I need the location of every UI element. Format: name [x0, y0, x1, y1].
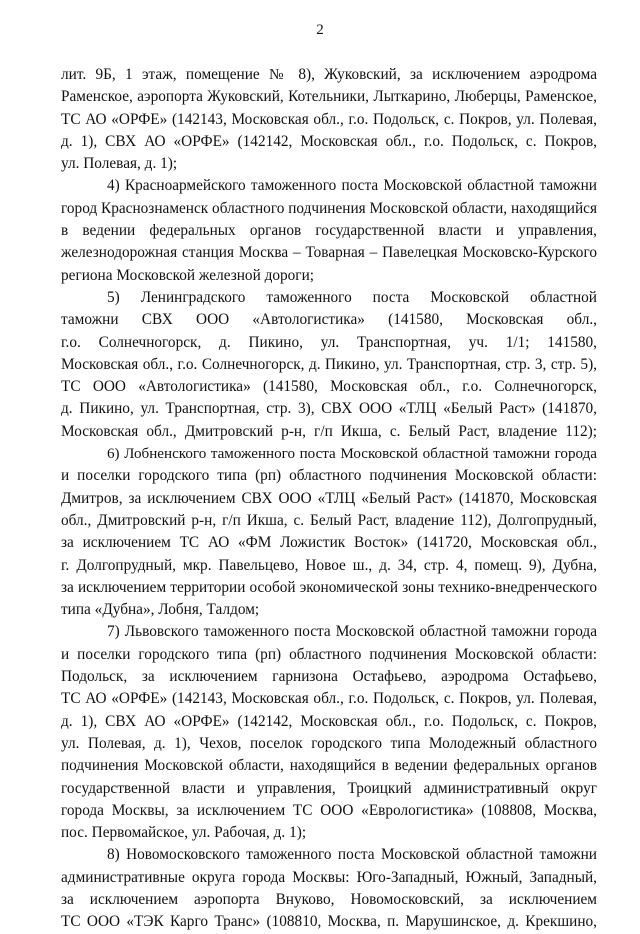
text-line: 5) Ленинградского таможенного поста Московской областной: [107, 288, 597, 306]
text-line: ТС АО «ОРФЕ» (142143, Московская обл., г.о. Подольск, с. Покров, ул. Полевая,: [61, 690, 597, 708]
text-line: и поселки городского типа (рп) областного подчинения Московской области:: [61, 645, 597, 663]
text-line: д. 1), СВХ АО «ОРФЕ» (142142, Московская обл., г.о. Подольск, с. Покров,: [61, 712, 597, 730]
text-line: таможни СВХ ООО «Автологистика» (141580, Московская обл.,: [61, 311, 597, 329]
text-line: обл., Дмитровский р-н, г/п Икша, с. Белый Раст, владение 112), Долгопрудный,: [61, 511, 597, 529]
text-line: административные округа города Москвы: Юго-Западный, Южный, Западный,: [61, 868, 597, 886]
text-line: в ведении федеральных органов государственной власти и управления,: [61, 222, 597, 240]
text-line: 8) Новомосковского таможенного поста Московской областной таможни: [107, 846, 597, 864]
text-line: Подольск, за исключением гарнизона Остафьево, аэродрома Остафьево,: [61, 668, 597, 686]
page-number: 2: [316, 22, 324, 38]
text-line: Раменское, аэропорта Жуковский, Котельники, Лыткарино, Люберцы, Раменское,: [61, 88, 597, 106]
text-line: лит. 9Б, 1 этаж, помещение № 8), Жуковский, за исключением аэродрома: [61, 66, 597, 83]
document-body: [61, 64, 597, 934]
text-line: ул. Полевая, д. 1);: [61, 155, 178, 173]
paragraph-item-4: [61, 175, 597, 286]
text-line: г. Долгопрудный, мкр. Павельцево, Новое ш., д. 34, стр. 4, помещ. 9), Дубна,: [61, 556, 597, 574]
text-line: д. 1), СВХ АО «ОРФЕ» (142142, Московская обл., г.о. Подольск, с. Покров,: [61, 132, 597, 150]
text-line: государственной власти и управления, Троицкий административный округ: [61, 779, 597, 797]
paragraph-cont: [61, 64, 597, 175]
text-line: 7) Львовского таможенного поста Московской областной таможни города: [107, 623, 597, 641]
text-line: Дмитров, за исключением СВХ ООО «ТЛЦ «Белый Раст» (141870, Московская: [61, 489, 597, 507]
paragraph-item-5: [61, 287, 597, 443]
text-line: ТС ООО «Автологистика» (141580, Московская обл., г.о. Солнечногорск,: [61, 378, 597, 396]
text-line: региона Московской железной дороги;: [61, 266, 315, 284]
text-line: города Москвы, за исключением ТС ООО «Еврологистика» (108808, Москва,: [61, 801, 597, 819]
text-line: типа «Дубна», Лобня, Талдом;: [61, 601, 260, 619]
paragraph-item-8: [61, 844, 597, 933]
text-line: город Краснознаменск областного подчинения Московской области, находящийся: [61, 199, 597, 217]
text-line: 4) Красноармейского таможенного поста Московской областной таможни: [107, 177, 597, 195]
text-line: ТС ООО «ТЭК Карго Транс» (108810, Москва, п. Марушинское, д. Крекшино,: [61, 913, 597, 931]
text-line: 6) Лобненского таможенного поста Московской областной таможни города: [107, 446, 597, 463]
text-line: ТС АО «ОРФЕ» (142143, Московская обл., г.о. Подольск, с. Покров, ул. Полевая,: [61, 110, 597, 128]
text-line: за исключением территории особой экономической зоны технико-внедренческого: [61, 578, 597, 596]
text-line: г.о. Солнечногорск, д. Пикино, ул. Транспортная, уч. 1/1; 141580,: [61, 333, 597, 351]
text-line: железнодорожная станция Москва – Товарная – Павелецкая Московско-Курского: [61, 244, 597, 262]
text-line: пос. Первомайское, ул. Рабочая, д. 1);: [61, 824, 307, 842]
text-line: подчинения Московской области, находящийся в ведении федеральных органов: [61, 757, 597, 775]
paragraph-item-6: [61, 443, 597, 621]
text-line: за исключением ТС АО «ФМ Ложистик Восток» (141720, Московская обл.,: [61, 534, 597, 552]
text-line: д. Пикино, ул. Транспортная, стр. 3), СВХ ООО «ТЛЦ «Белый Раст» (141870,: [61, 400, 597, 418]
text-line: Московская обл., Дмитровский р-н, г/п Икша, с. Белый Раст, владение 112);: [61, 422, 597, 440]
text-line: Московская обл., г.о. Солнечногорск, д. Пикино, ул. Транспортная, стр. 3, стр. 5),: [61, 355, 597, 373]
paragraph-item-7: [61, 621, 597, 844]
text-line: и поселки городского типа (рп) областного подчинения Московской области:: [61, 467, 597, 485]
text-line: ул. Полевая, д. 1), Чехов, поселок городского типа Молодежный областного: [61, 734, 597, 752]
text-line: за исключением аэропорта Внуково, Новомосковский, за исключением: [61, 890, 597, 908]
